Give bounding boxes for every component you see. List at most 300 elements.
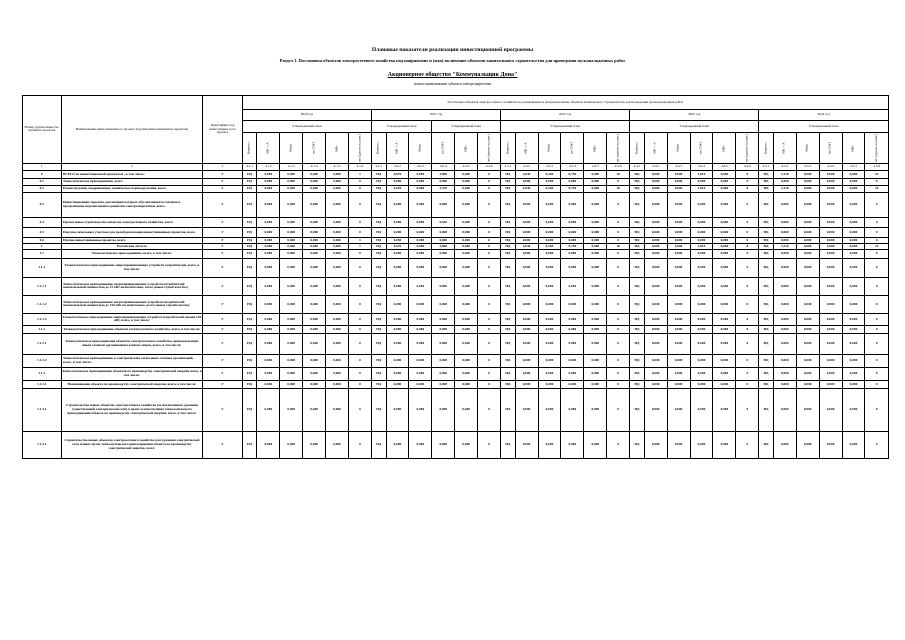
row-value: 0,000: [713, 192, 736, 217]
row-number: 0.2: [23, 185, 62, 192]
row-value: НД: [371, 277, 386, 295]
row-value: НД: [630, 192, 645, 217]
header-metric: Мвар: [409, 133, 432, 164]
row-value: 0,000: [515, 333, 538, 354]
row-value: Г: [203, 178, 243, 185]
row-value: Г: [203, 388, 243, 431]
row-number: 0: [23, 170, 62, 178]
row-value: 0,000: [819, 185, 842, 192]
row-name: Строительство новых объектов электросетевого хозяйства (за исключением удаления существующей электрической сети) в целях осуществления технологического присоединения объекта по производству электрической энергии, всего, в том числе:: [61, 388, 203, 431]
row-value: 0: [478, 227, 501, 237]
row-value: 0,670: [386, 170, 409, 178]
row-value: 0,000: [690, 178, 713, 185]
header-metric: Квартал: [501, 133, 516, 164]
row-value: 0,000: [690, 217, 713, 227]
row-value: НД: [242, 249, 257, 258]
row-value: 0,000: [257, 313, 280, 325]
header-metric: Квартал: [630, 133, 645, 164]
row-value: 0,000: [409, 249, 432, 258]
header-col-number: Номер группы инвести-ционных проектов: [23, 96, 62, 164]
row-value: 1,510: [773, 170, 796, 178]
row-value: 0,260: [538, 170, 561, 178]
row-value: 1,810: [690, 170, 713, 178]
header-index: 4.3.2: [515, 163, 538, 170]
row-value: 0,000: [303, 431, 326, 458]
row-name: Технологическое присоединение объектов электросетевого хозяйства, принадлежащих иным сетевым организациям и иным лицам, всего, в том числе:: [61, 333, 203, 354]
table-row: [23, 227, 889, 237]
row-value: НД: [371, 258, 386, 277]
row-value: 0,000: [690, 354, 713, 367]
row-value: 0,000: [796, 431, 819, 458]
row-value: Г: [203, 295, 243, 313]
row-value: 0,000: [584, 258, 607, 277]
row-value: 0: [478, 388, 501, 431]
row-value: 0: [478, 237, 501, 243]
row-number: 1.1.1.1: [23, 277, 62, 295]
row-value: НД: [371, 333, 386, 354]
row-value: 0,000: [796, 217, 819, 227]
header-index: 4.1.4: [303, 163, 326, 170]
header-index: 1: [23, 163, 62, 170]
row-value: 0,000: [432, 258, 455, 277]
row-value: 0,000: [773, 217, 796, 227]
organization-name: Акционерное общество "Коммунальщик Дона": [387, 72, 518, 78]
row-value: 0,000: [432, 380, 455, 388]
row-value: 0,000: [690, 277, 713, 295]
row-value: 2,630: [515, 185, 538, 192]
row-value: 0,000: [409, 388, 432, 431]
row-value: НД: [759, 295, 774, 313]
row-value: 1,510: [773, 243, 796, 249]
row-value: 0,000: [515, 192, 538, 217]
row-value: 0,000: [303, 185, 326, 192]
row-value: 0,000: [667, 185, 690, 192]
row-value: 0,000: [515, 295, 538, 313]
row-value: 0,000: [584, 170, 607, 178]
header-index: 4.1.1: [242, 163, 257, 170]
row-value: 0,000: [432, 237, 455, 243]
header-year: 2023 год: [630, 110, 759, 121]
row-value: 0,000: [667, 354, 690, 367]
row-value: 0,000: [819, 367, 842, 380]
row-value: 0,000: [455, 295, 478, 313]
row-value: 0,000: [561, 388, 584, 431]
row-value: 0,000: [819, 333, 842, 354]
row-value: 0,000: [280, 333, 303, 354]
header-metric: Квартал: [242, 133, 257, 164]
row-value: 0,000: [455, 243, 478, 249]
header-index: 4.3.4: [561, 163, 584, 170]
row-value: 0: [736, 367, 759, 380]
row-value: 0: [349, 325, 372, 333]
row-value: 0,000: [773, 354, 796, 367]
row-number: 1.1: [23, 249, 62, 258]
row-value: НД: [630, 243, 645, 249]
row-value: 0,000: [409, 367, 432, 380]
header-row-super: [23, 96, 889, 110]
row-value: 0,000: [538, 277, 561, 295]
row-value: 0,000: [538, 237, 561, 243]
row-value: Г: [203, 217, 243, 227]
row-value: 0,000: [842, 277, 865, 295]
row-value: 0,000: [644, 192, 667, 217]
row-value: 0,000: [819, 170, 842, 178]
row-value: НД: [371, 178, 386, 185]
header-metric: Мвар: [538, 133, 561, 164]
table-row: [23, 277, 889, 295]
row-value: 0: [478, 249, 501, 258]
header-index: 4.4.3: [667, 163, 690, 170]
row-value: 0,000: [842, 388, 865, 431]
row-value: 0,000: [796, 388, 819, 431]
row-value: 0,000: [796, 249, 819, 258]
row-name: Прочие инвестиционные проекты, всего: [61, 237, 203, 243]
row-number: 1.1.1.3: [23, 313, 62, 325]
row-value: НД: [501, 249, 516, 258]
row-value: 0,000: [667, 431, 690, 458]
row-value: 0: [478, 217, 501, 227]
row-value: 0: [349, 313, 372, 325]
row-value: 0: [478, 170, 501, 178]
row-value: 0,000: [690, 388, 713, 431]
row-number: 1.1.3.1: [23, 388, 62, 431]
row-value: 0,000: [386, 367, 409, 380]
row-value: 0,000: [455, 431, 478, 458]
row-value: 0: [349, 354, 372, 367]
row-value: Г: [203, 277, 243, 295]
row-value: 0,000: [819, 313, 842, 325]
row-value: 0: [865, 333, 889, 354]
row-value: 0,000: [303, 354, 326, 367]
row-value: 25: [865, 185, 889, 192]
row-value: 0,000: [280, 249, 303, 258]
header-metric: км ЛЭП: [690, 133, 713, 164]
row-value: 0,000: [455, 185, 478, 192]
row-value: 0: [865, 258, 889, 277]
row-value: 0,000: [644, 178, 667, 185]
row-value: НД: [759, 277, 774, 295]
row-value: 0,000: [773, 295, 796, 313]
row-value: 0,000: [667, 258, 690, 277]
row-value: 0,000: [842, 354, 865, 367]
row-value: 0,000: [409, 258, 432, 277]
row-value: НД: [242, 313, 257, 325]
row-value: 0,750: [561, 243, 584, 249]
table-row: [23, 325, 889, 333]
row-value: 0,000: [386, 325, 409, 333]
header-year: 2021 год: [371, 110, 500, 121]
row-value: 0,000: [690, 431, 713, 458]
row-value: 0,000: [819, 277, 842, 295]
row-value: 0,000: [796, 178, 819, 185]
row-name: Технологическое присоединение, всего: [61, 178, 203, 185]
row-value: 0,000: [257, 178, 280, 185]
row-value: 0,000: [842, 178, 865, 185]
row-value: 0,750: [561, 185, 584, 192]
header-plan: Утвержденный план: [371, 121, 431, 133]
row-value: 0,000: [386, 380, 409, 388]
row-value: 0: [865, 217, 889, 227]
row-value: 0,000: [690, 367, 713, 380]
row-value: 0: [607, 367, 630, 380]
row-value: 0,000: [409, 227, 432, 237]
row-value: НД: [501, 295, 516, 313]
row-value: 0,000: [538, 367, 561, 380]
row-value: 0,000: [386, 258, 409, 277]
row-value: 0,000: [326, 249, 349, 258]
row-value: 0,000: [257, 277, 280, 295]
row-value: 0,000: [667, 388, 690, 431]
row-value: 0,000: [303, 295, 326, 313]
row-value: 0,000: [842, 325, 865, 333]
row-value: 0,000: [455, 237, 478, 243]
document-title: Плановые показатели реализации инвестиционной программы: [371, 47, 534, 53]
row-value: НД: [371, 217, 386, 227]
row-value: 0,000: [713, 227, 736, 237]
header-index: 4.5.3: [796, 163, 819, 170]
table-row: [23, 367, 889, 380]
row-value: НД: [759, 237, 774, 243]
row-value: 0,000: [257, 354, 280, 367]
row-value: 0,000: [280, 170, 303, 178]
row-value: НД: [371, 380, 386, 388]
row-value: 0,000: [455, 277, 478, 295]
header-index: 4.4.5: [713, 163, 736, 170]
row-value: 0,000: [303, 243, 326, 249]
row-value: 0,000: [326, 367, 349, 380]
row-value: 0,000: [713, 380, 736, 388]
row-value: 0,000: [257, 237, 280, 243]
row-value: 2,630: [515, 243, 538, 249]
table-row: [23, 192, 889, 217]
row-value: 0,000: [584, 367, 607, 380]
row-value: 0,000: [303, 249, 326, 258]
row-value: 0,000: [409, 192, 432, 217]
row-value: 0,000: [584, 178, 607, 185]
row-value: 0,000: [819, 295, 842, 313]
row-value: 0,000: [584, 192, 607, 217]
row-value: 0,000: [515, 277, 538, 295]
row-value: 0,000: [432, 295, 455, 313]
row-value: 0,000: [561, 380, 584, 388]
header-year: 2024 год: [759, 110, 889, 121]
row-value: НД: [242, 431, 257, 458]
row-value: НД: [630, 295, 645, 313]
row-value: Г: [203, 258, 243, 277]
row-value: 0,000: [409, 243, 432, 249]
row-value: 0: [865, 249, 889, 258]
row-value: НД: [759, 178, 774, 185]
row-value: 0,000: [280, 313, 303, 325]
row-value: 0,000: [561, 192, 584, 217]
row-value: 0: [349, 431, 372, 458]
header-index: 2: [61, 163, 203, 170]
row-value: 0,000: [644, 313, 667, 325]
row-value: 0,000: [280, 354, 303, 367]
header-metric: шт (другие ед.изм.): [865, 133, 889, 164]
row-number: 0.1: [23, 178, 62, 185]
row-name: Технологическое присоединение объектов электросетевого хозяйства, всего, в том числе:: [61, 325, 203, 333]
row-value: 0,000: [326, 313, 349, 325]
row-value: 0,000: [819, 178, 842, 185]
row-value: НД: [759, 388, 774, 431]
row-value: НД: [630, 237, 645, 243]
row-value: НД: [371, 325, 386, 333]
row-value: 0,000: [386, 249, 409, 258]
header-index: 4.3.5: [584, 163, 607, 170]
row-value: 0,000: [409, 170, 432, 178]
row-value: 0: [736, 354, 759, 367]
header-metric: МВт: [713, 133, 736, 164]
row-value: 0,000: [584, 185, 607, 192]
row-value: 16: [607, 243, 630, 249]
row-value: НД: [630, 333, 645, 354]
row-value: 0: [865, 367, 889, 380]
row-number: 0.6: [23, 237, 62, 243]
row-value: Г: [203, 170, 243, 178]
row-value: 0,000: [326, 388, 349, 431]
row-value: НД: [501, 178, 516, 185]
row-value: 0,000: [584, 325, 607, 333]
row-value: 0,000: [667, 237, 690, 243]
row-value: 0,000: [432, 227, 455, 237]
header-col-name: Наименование инвестиционного проекта (группы инвестиционных проектов): [61, 96, 203, 164]
row-value: 0,000: [303, 178, 326, 185]
header-index: 4.2.4: [432, 163, 455, 170]
row-value: 0,000: [515, 313, 538, 325]
row-value: 0: [865, 192, 889, 217]
row-value: 0,050: [386, 237, 409, 243]
row-name: Технологическое присоединение энергопринимающих устройств потребителей максимальной мощностью до 15 кВт включительно, всего (новое строительство): [61, 277, 203, 295]
header-metric: МВ×А: [644, 133, 667, 164]
row-value: 0: [349, 380, 372, 388]
row-value: 0,000: [819, 243, 842, 249]
header-metric: Мвар: [280, 133, 303, 164]
row-value: 0,000: [386, 192, 409, 217]
table-row: [23, 388, 889, 431]
table-row: [23, 354, 889, 367]
row-value: 0,000: [538, 354, 561, 367]
row-value: Г: [203, 227, 243, 237]
row-value: 0: [478, 431, 501, 458]
row-value: 0: [736, 295, 759, 313]
row-value: 0,000: [455, 249, 478, 258]
row-value: 0,000: [515, 227, 538, 237]
row-value: 0,000: [584, 249, 607, 258]
row-number: 0.3: [23, 192, 62, 217]
header-index: 4.4.6: [736, 163, 759, 170]
row-value: 0: [607, 431, 630, 458]
row-value: 0,000: [257, 380, 280, 388]
row-value: 0,000: [690, 249, 713, 258]
row-value: Г: [203, 367, 243, 380]
row-value: 0,000: [584, 431, 607, 458]
row-value: 0,000: [644, 388, 667, 431]
header-metric: км ЛЭП: [819, 133, 842, 164]
header-metric: МВ×А: [386, 133, 409, 164]
row-value: 0,000: [842, 295, 865, 313]
row-value: 0,000: [386, 295, 409, 313]
row-value: 0,000: [409, 185, 432, 192]
row-value: НД: [242, 277, 257, 295]
row-value: 0,000: [515, 388, 538, 431]
row-value: 0,000: [690, 258, 713, 277]
row-value: 0: [478, 354, 501, 367]
row-value: 0: [607, 295, 630, 313]
row-value: 0,620: [386, 185, 409, 192]
row-value: 0,000: [280, 431, 303, 458]
row-value: 0: [349, 258, 372, 277]
row-value: 0,000: [409, 178, 432, 185]
row-value: 0,000: [409, 295, 432, 313]
row-value: 0,000: [584, 380, 607, 388]
row-value: 0,000: [796, 333, 819, 354]
row-number: 1.1.2: [23, 325, 62, 333]
row-value: НД: [501, 243, 516, 249]
row-value: 0,000: [773, 333, 796, 354]
row-value: 0,000: [644, 380, 667, 388]
row-value: 0,000: [819, 380, 842, 388]
row-value: 0: [478, 333, 501, 354]
row-value: 0,000: [303, 277, 326, 295]
header-index: 4.4.2: [644, 163, 667, 170]
row-value: 0,000: [515, 380, 538, 388]
row-value: 0,000: [644, 217, 667, 227]
row-value: 0,000: [432, 354, 455, 367]
row-value: 0,000: [773, 227, 796, 237]
table-row: [23, 217, 889, 227]
row-name: Технологическое присоединение объектов по производству электрической энергии всего, в том числе:: [61, 367, 203, 380]
row-value: 0,000: [515, 217, 538, 227]
row-value: 0,000: [455, 325, 478, 333]
row-value: НД: [759, 325, 774, 333]
row-value: 0,000: [280, 178, 303, 185]
row-value: НД: [501, 170, 516, 178]
header-index: 4.5.4: [819, 163, 842, 170]
row-value: 0,000: [713, 243, 736, 249]
row-value: НД: [630, 367, 645, 380]
header-index: 4.5.2: [773, 163, 796, 170]
row-value: 0,000: [842, 313, 865, 325]
header-plan: Утвержденный план: [432, 121, 501, 133]
row-value: НД: [501, 227, 516, 237]
row-value: 0,000: [796, 380, 819, 388]
row-value: 0,000: [326, 354, 349, 367]
row-value: 0,000: [326, 170, 349, 178]
row-value: 0,000: [409, 333, 432, 354]
row-value: 0: [865, 380, 889, 388]
row-number: 0.4: [23, 217, 62, 227]
row-value: НД: [371, 192, 386, 217]
row-value: НД: [371, 185, 386, 192]
row-value: Г: [203, 237, 243, 243]
row-value: 0,000: [644, 295, 667, 313]
row-value: Г: [203, 325, 243, 333]
header-metric: МВт: [842, 133, 865, 164]
row-value: 0,000: [796, 313, 819, 325]
row-name: Строительство новых объектов электросетевого хозяйства для удаления электрической сети и иных целях технологического присоединения объекта по производству электрической энергии, всего:: [61, 431, 203, 458]
row-value: 0,000: [773, 249, 796, 258]
table-row: [23, 185, 889, 192]
row-value: НД: [501, 313, 516, 325]
row-value: Г: [203, 354, 243, 367]
row-value: Г: [203, 313, 243, 325]
row-value: 0: [607, 237, 630, 243]
row-value: 0,000: [538, 227, 561, 237]
row-value: НД: [630, 185, 645, 192]
header-index: 4.2.1: [371, 163, 386, 170]
row-value: 0,000: [773, 258, 796, 277]
